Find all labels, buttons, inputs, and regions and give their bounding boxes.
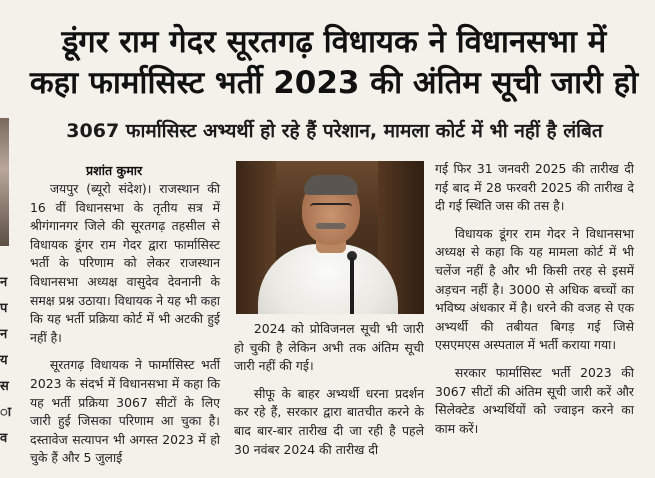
article-subheadline: 3067 फार्मासिस्ट अभ्यर्थी हो रहे हैं परेशान, मामला कोर्ट में भी नहीं है लंबित xyxy=(66,120,603,142)
paragraph: सीफू के बाहर अभ्यर्थी धरना प्रदर्शन कर रहे हैं, सरकार द्वारा बातचीत करने के बाद बार-बार तारीख दी जा रही है पहले 30 नवंबर 2024 की तारीख दी xyxy=(234,385,424,457)
legislator-speaking-photo xyxy=(236,161,424,314)
fragment-char: प xyxy=(0,301,8,316)
paragraph: 2024 को प्रोविजनल सूची भी जारी हो चुकी है लेकिन अभी तक अंतिम सूची जारी नहीं की गई। xyxy=(234,321,424,374)
fragment-char: न xyxy=(0,327,8,342)
paragraph: विधायक डूंगर राम गेदर ने विधानसभा अध्यक्ष से कहा कि यह मामला कोर्ट में भी चलेंज नहीं है और भी किसी तरह से इसमें अड़चन नहीं है। 3000 से अधिक बच्चों का भविष्य अंधकार में है। धरने की वजह से एक अभ्यर्थी की तबीयत बिगड़ गई जिसे एसएमएस अस्पताल में भर्ती कराया गया। xyxy=(435,225,634,353)
fragment-char: व xyxy=(0,431,8,446)
byline: प्रशांत कुमार xyxy=(86,163,143,178)
fragment-char: स xyxy=(0,379,9,394)
paragraph: गई फिर 31 जनवरी 2025 की तारीख दी गई बाद में 28 फरवरी 2025 की तारीख दे दी गई स्थिति जस की तस है। xyxy=(435,161,634,214)
article-column-2 xyxy=(234,320,424,459)
cropped-text-fragment xyxy=(0,270,12,452)
cropped-photo-fragment xyxy=(0,118,9,246)
fragment-char: ा xyxy=(0,405,12,420)
article-column-1 xyxy=(30,162,220,468)
headline-line-2: कहा फार्मासिस्ट भर्ती 2023 की अंतिम सूची जारी हो xyxy=(29,65,639,101)
article-column-3 xyxy=(435,160,634,438)
paragraph: सूरतगढ़ विधायक ने फार्मासिस्ट भर्ती 2023 के संदर्भ में विधानसभा में कहा कि यह भर्ती प्रक्रिया 3067 सीटों के लिए जारी हुई जिसका परिणाम आ चुका है। दस्तावेज सत्यापन भी अगस्त 2023 में हो चुके हैं और 5 जुलाई xyxy=(30,357,220,466)
fragment-char: य xyxy=(0,353,8,368)
headline-line-1: डूंगर राम गेदर सूरतगढ़ विधायक ने विधानसभा में xyxy=(61,24,607,60)
fragment-char: न xyxy=(0,275,8,290)
article-headline xyxy=(24,22,644,104)
paragraph: सरकार फार्मासिस्ट भर्ती 2023 की 3067 सीटों की अंतिम सूची जारी करें और सिलेक्टेड अभ्यर्थियों को ज्वाइन करने का काम करें। xyxy=(435,364,634,436)
left-column-fragment xyxy=(0,0,12,478)
paragraph: जयपुर (ब्यूरो संदेश)। राजस्थान की 16 वीं विधानसभा के तृतीय सत्र में श्रीगंगानगर जिले की सूरतगढ़ तहसील से विधायक डूंगर राम गेदर द्वारा फार्मासिस्ट भर्ती के परिणाम को लेकर राजस्थान विधानसभा अध्यक्ष वासुदेव देवनानी के समक्ष प्रश्न उठाया। विधायक ने यह भी कहा कि यह भर्ती प्रक्रिया कोर्ट में भी अटकी हुई नहीं है। xyxy=(30,181,220,345)
